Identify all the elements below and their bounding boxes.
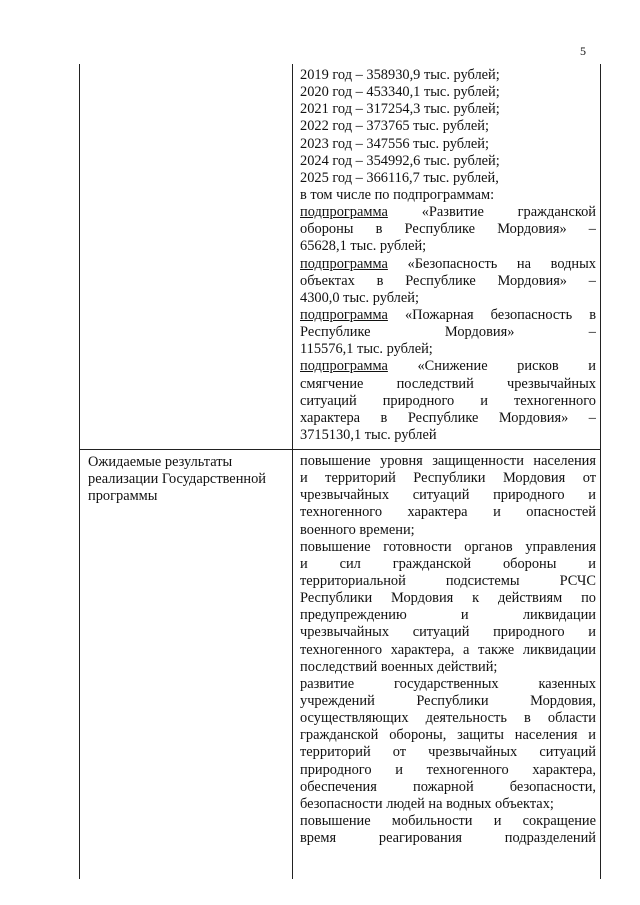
funding-year-line: 2024 год – 354992,6 тыс. рублей; <box>300 152 500 169</box>
result-line: чрезвычайных ситуаций природного и <box>300 624 596 641</box>
result-line: и сил гражданской обороны и <box>300 555 596 572</box>
subprogram-4-line: ситуаций природного и техногенного <box>300 392 596 409</box>
subprogram-title: «Пожарная безопасность в <box>404 306 596 323</box>
table-border-middle <box>292 64 293 879</box>
result-line: учреждений Республики Мордовия, <box>300 692 596 709</box>
result-line: безопасности людей на водных объектах; <box>300 795 554 812</box>
subprogram-4-line: смягчение последствий чрезвычайных <box>300 375 596 392</box>
result-line: повышение уровня защищенности населения <box>300 453 596 469</box>
subprogram-3-line: Республике Мордовия» – <box>300 324 596 341</box>
passport-table <box>79 64 601 879</box>
subprogram-1-amount: 65628,1 тыс. рублей; <box>300 238 427 255</box>
result-line: и территорий Республики Мордовия от <box>300 470 596 487</box>
subprogram-4-line: характера в Республике Мордовия» – <box>300 409 596 426</box>
label-line: Ожидаемые результаты <box>88 454 233 470</box>
result-line: чрезвычайных ситуаций природного и <box>300 487 596 504</box>
result-line: повышение мобильности и сокращение <box>300 812 596 829</box>
subprogram-title: «Безопасность на водных <box>407 255 596 272</box>
table-border-right <box>600 64 601 879</box>
result-line: время реагирования подразделений <box>300 830 596 847</box>
subprogram-title: «Развитие гражданской <box>421 204 596 221</box>
result-line: предупреждению и ликвидации <box>300 607 596 624</box>
result-line: обеспечения пожарной безопасности, <box>300 778 596 795</box>
result-line: техногенного характера, а также ликвидации <box>300 641 596 658</box>
subprogram-title: «Снижение рисков и <box>417 358 596 375</box>
subprograms-intro: в том числе по подпрограммам: <box>300 186 495 203</box>
table-border-left <box>79 64 80 879</box>
expected-results-cell <box>300 453 596 847</box>
subprogram-4-amount: 3715130,1 тыс. рублей <box>300 426 437 443</box>
subprogram-2-line <box>300 256 596 273</box>
funding-year-line: 2023 год – 347556 тыс. рублей; <box>300 135 489 152</box>
subprogram-2-line: объектах в Республике Мордовия» – <box>300 272 596 289</box>
funding-year-line: 2019 год – 358930,9 тыс. рублей; <box>300 67 500 83</box>
subprogram-3-line <box>300 307 596 324</box>
result-line: последствий военных действий; <box>300 658 498 675</box>
funding-year-line: 2021 год – 317254,3 тыс. рублей; <box>300 101 500 118</box>
table-border-row-divider <box>79 449 601 450</box>
result-line: территорий от чрезвычайных ситуаций <box>300 744 596 761</box>
funding-year-line: 2022 год – 373765 тыс. рублей; <box>300 118 489 135</box>
subprogram-2-amount: 4300,0 тыс. рублей; <box>300 289 419 306</box>
result-line: природного и техногенного характера, <box>300 761 596 778</box>
result-line: территориальной подсистемы РСЧС <box>300 572 596 589</box>
page-number: 5 <box>580 44 586 58</box>
label-line: программы <box>88 488 158 505</box>
subprogram-4-line <box>300 358 596 375</box>
result-line: развитие государственных казенных <box>300 675 596 692</box>
result-line: Республики Мордовия к действиям по <box>300 590 596 607</box>
funding-year-line: 2025 год – 366116,7 тыс. рублей, <box>300 169 499 186</box>
result-line: повышение готовности органов управления <box>300 538 596 555</box>
subprogram-1-line <box>300 204 596 221</box>
subprogram-word: подпрограмма <box>300 358 388 375</box>
label-line: реализации Государственной <box>88 471 266 488</box>
expected-results-label <box>88 454 284 505</box>
subprogram-word: подпрограмма <box>300 306 388 323</box>
funding-cell <box>300 67 596 444</box>
subprogram-word: подпрограмма <box>300 204 388 221</box>
subprogram-word: подпрограмма <box>300 255 388 272</box>
result-line: техногенного характера и опасностей <box>300 504 596 521</box>
result-line: осуществляющих деятельность в области <box>300 710 596 727</box>
funding-year-line: 2020 год – 453340,1 тыс. рублей; <box>300 84 500 101</box>
subprogram-1-line: обороны в Республике Мордовия» – <box>300 221 596 238</box>
result-line: гражданской обороны, защиты населения и <box>300 727 596 744</box>
subprogram-3-amount: 115576,1 тыс. рублей; <box>300 341 433 358</box>
result-line: военного времени; <box>300 521 415 538</box>
